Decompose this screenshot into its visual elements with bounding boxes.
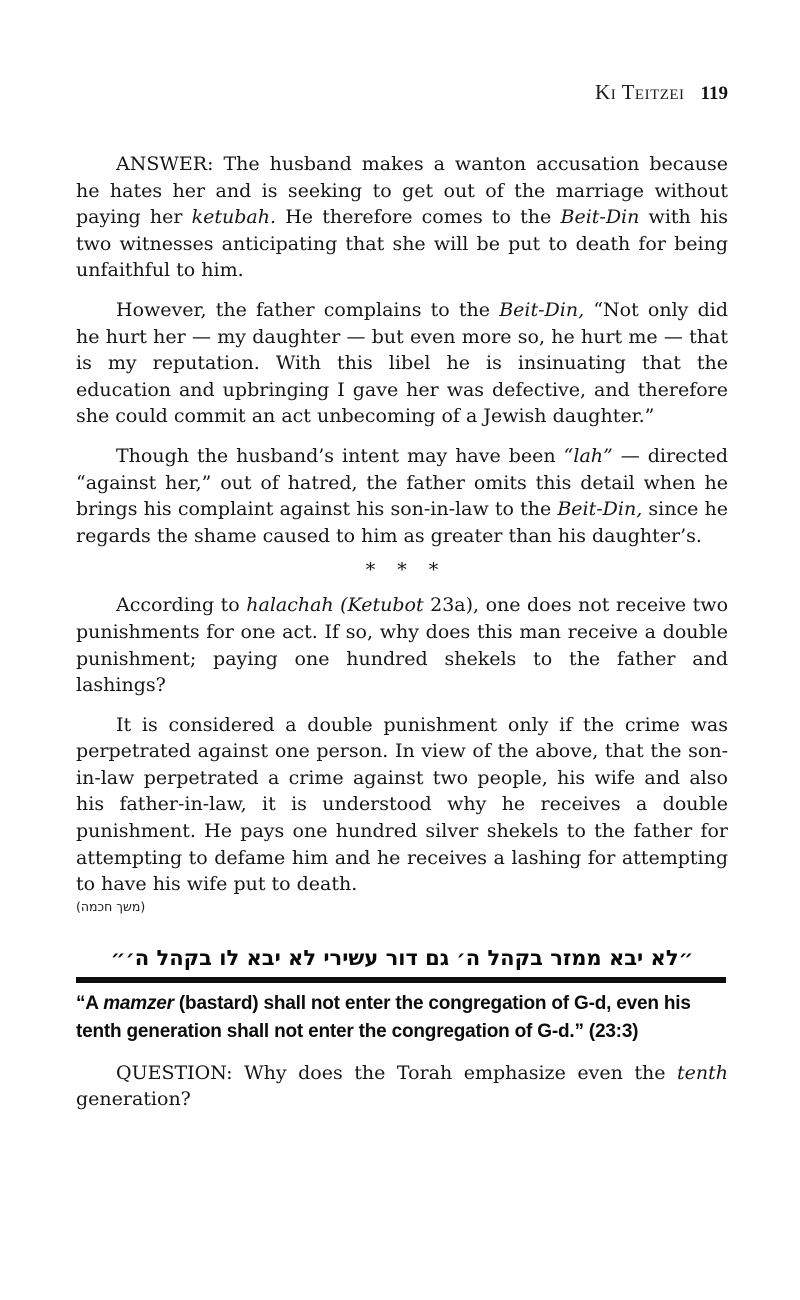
- paragraph-though: Though the husband’s intent may have been “lah” — directed “against her,” out of hatred, the father omits this detail when he brings his complaint against his son-in-law to the Beit-Din, since he regards the shame caused to him as greater than his daughter’s.: [76, 444, 729, 547]
- heading-rule: [76, 977, 726, 983]
- running-title: Ki Teitzei: [595, 80, 685, 104]
- paragraph-however: However, the father complains to the Beit-Din, “Not only did he hurt her — my daughter — but even more so, he hurt me — that is my reputation. With this libel he is insinuating that the education and upbringing I gave her was defective, and therefore she could commit an act unbecoming of a Jewish daughter.”: [76, 298, 729, 428]
- hebrew-verse-heading: ״לא יבא ממזר בקהל ה׳ גם דור עשירי לא יבא לו בקהל ה׳״: [110, 945, 694, 970]
- paragraph-answer: ANSWER: The husband makes a wanton accusation because he hates her and is seeking to get out of the marriage without paying her ketubah. He therefore comes to the Beit-Din with his two witnesses anticipating that she will be put to death for being unfaithful to him.: [76, 153, 729, 282]
- page-header: [76, 80, 728, 105]
- verse-translation: “A mamzer (bastard) shall not enter the congregation of G-d, even his tenth generation shall not enter the congregation of G-d.” (23:3): [76, 992, 691, 1043]
- paragraph-question: QUESTION: Why does the Torah emphasize even the tenth generation?: [76, 1061, 728, 1111]
- paragraph-according: According to halachah (Ketubot 23a), one does not receive two punishments for one act. If so, why does this man receive a double punishment; paying one hundred shekels to the father and lashings?: [76, 594, 729, 697]
- page-number: 119: [700, 83, 728, 104]
- paragraph-considered: It is considered a double punishment only if the crime was perpetrated against one person. In view of the above, that the son-in-law perpetrated a crime against two people, his wife and also his father-in-law, it is understood why he receives a double punishment. He pays one hundred silver shekels to the father for attempting to defame him and he receives a lashing for attempting to have his wife put to death.: [76, 713, 728, 896]
- source-attribution: (משך חכמה): [76, 898, 146, 914]
- asterisk-divider: * * *: [365, 559, 439, 582]
